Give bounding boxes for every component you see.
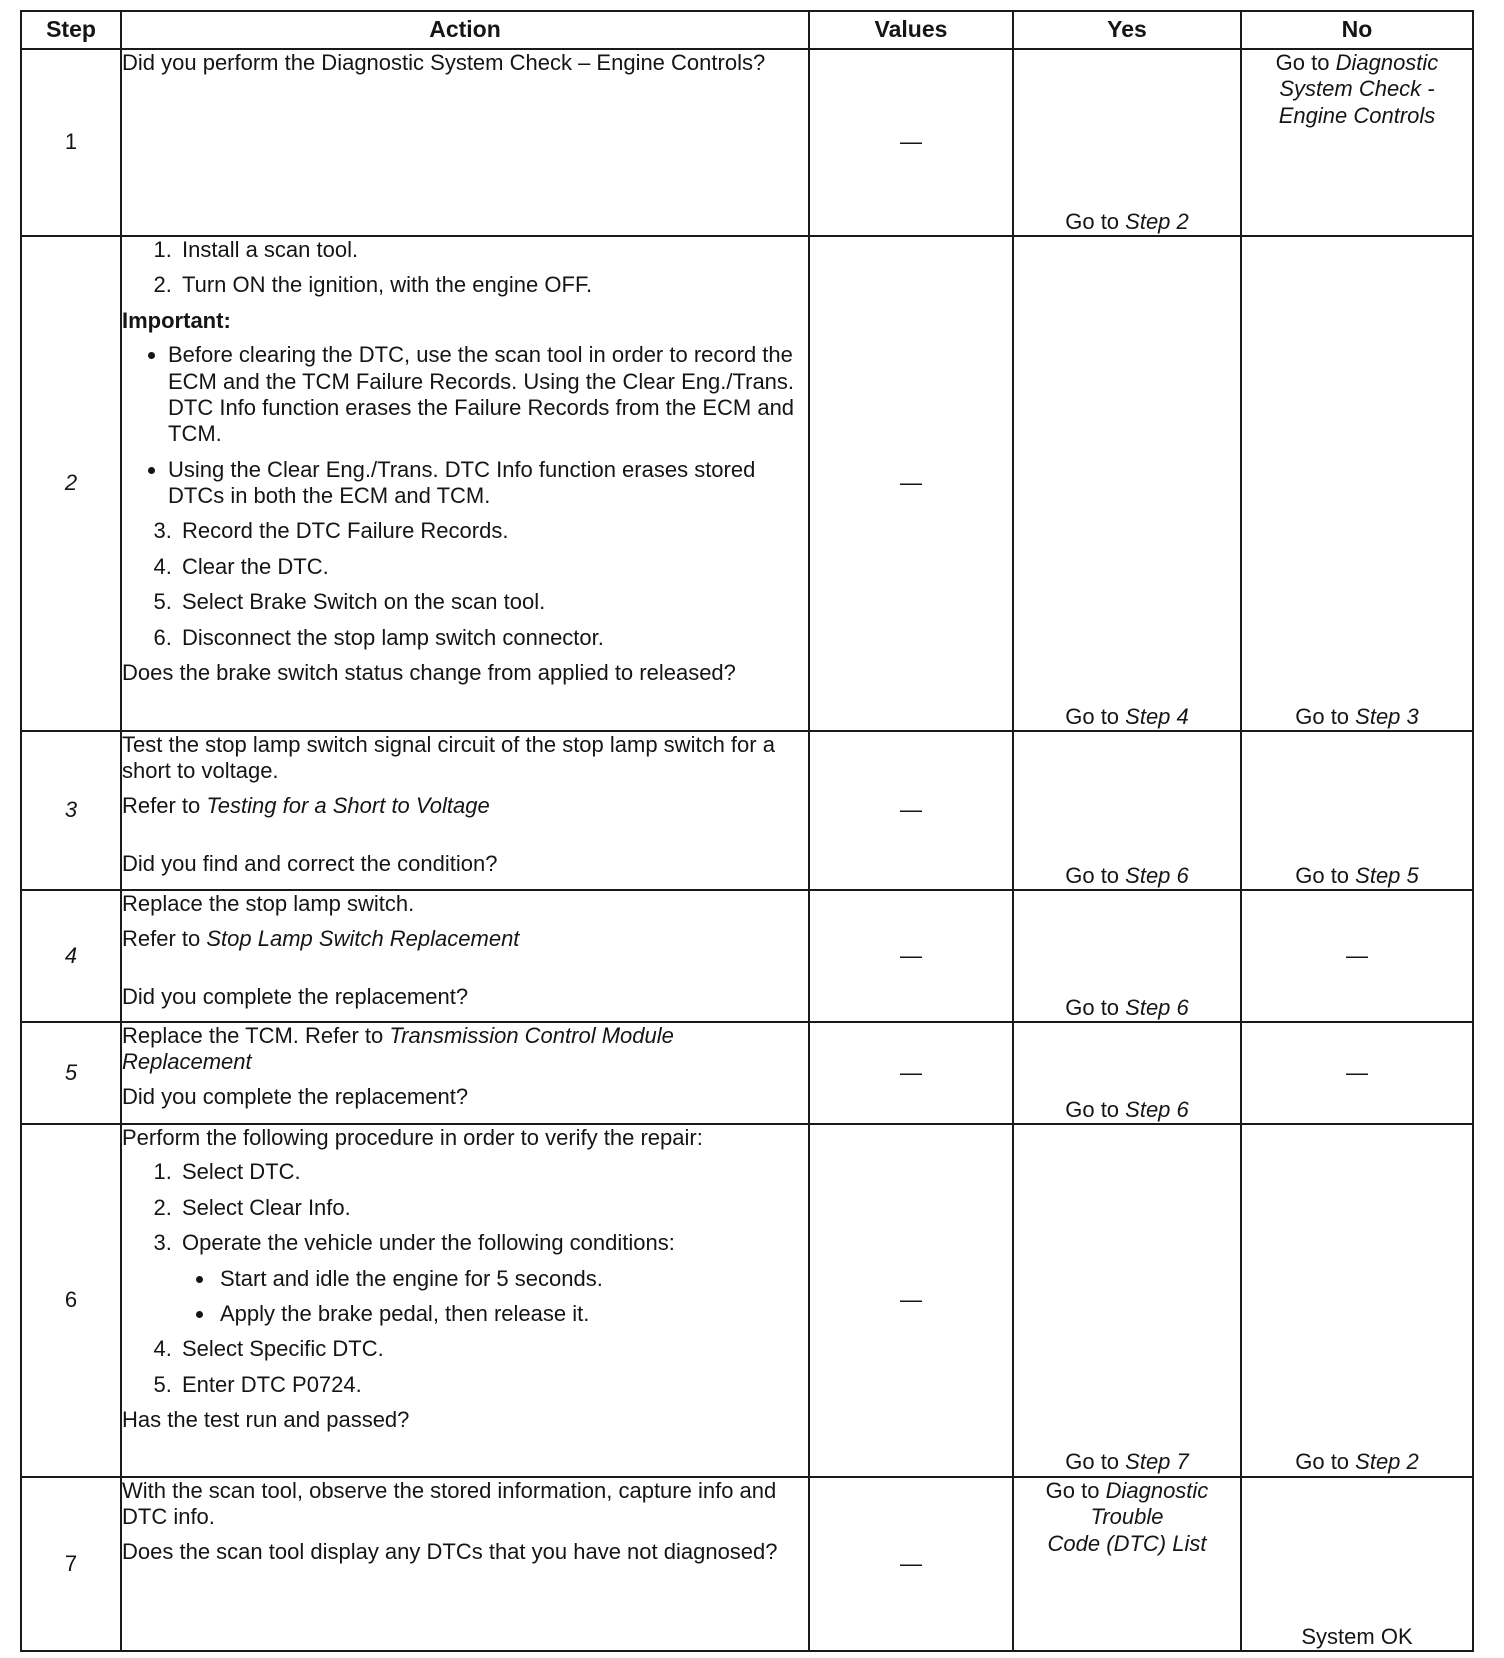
step-number: 7: [21, 1477, 121, 1651]
list-item-text: Operate the vehicle under the following conditions:: [182, 1230, 675, 1256]
table-row-step-7: [21, 1477, 1473, 1651]
list-item: 4. Select Specific DTC.: [178, 1336, 808, 1362]
values-cell: [809, 236, 1013, 731]
refer-prefix: Refer to: [122, 925, 207, 951]
no-dash: —: [1346, 1059, 1368, 1085]
numbered-list: [122, 237, 808, 299]
action-cell: [121, 1124, 809, 1477]
refer-link[interactable]: Stop Lamp Switch Replacement: [206, 925, 520, 951]
yes-prefix: Go to: [1065, 994, 1126, 1020]
list-item: • Start and idle the engine for 5 seconds.: [216, 1266, 808, 1292]
list-item: • Before clearing the DTC, use the scan tool in order to record the ECM and the TCM Failure Records. Using the Clear Eng./Trans. DTC Info function erases the Failure Records from the ECM and TCM.: [168, 342, 808, 448]
action-question: Does the scan tool display any DTCs that you have not diagnosed?: [122, 1538, 778, 1564]
yes-cell: [1013, 1022, 1241, 1124]
yes-prefix: Go to: [1065, 1096, 1126, 1122]
value-dash: —: [900, 1550, 922, 1576]
yes-cell: [1013, 1124, 1241, 1477]
value-dash: —: [900, 470, 922, 496]
action-cell: [121, 1022, 809, 1124]
list-item: 1. Select DTC.: [178, 1159, 808, 1185]
list-item: 6. Disconnect the stop lamp switch connector.: [178, 625, 808, 651]
yes-cell: [1013, 49, 1241, 236]
step-number: 5: [21, 1022, 121, 1124]
action-cell: [121, 731, 809, 890]
value-dash: —: [900, 797, 922, 823]
values-cell: [809, 1477, 1013, 1651]
action-question: Did you complete the replacement?: [122, 984, 469, 1010]
table-row-step-1: [21, 49, 1473, 236]
table-row-step-4: [21, 890, 1473, 1022]
yes-cell: [1013, 236, 1241, 731]
value-dash: —: [900, 1287, 922, 1313]
no-cell: [1241, 49, 1473, 236]
header-step: Step: [21, 11, 121, 49]
yes-link[interactable]: Step 4: [1125, 703, 1189, 729]
no-prefix: Go to: [1295, 1449, 1356, 1475]
list-item: • Apply the brake pedal, then release it.: [216, 1301, 808, 1327]
refer-prefix: Refer to: [122, 792, 207, 818]
no-link[interactable]: Diagnostic: [1335, 50, 1439, 75]
no-link[interactable]: Step 3: [1355, 703, 1419, 729]
yes-link[interactable]: Step 6: [1125, 1096, 1189, 1122]
action-question: Did you perform the Diagnostic System Check – Engine Controls?: [122, 50, 766, 75]
bullet-list: [122, 342, 808, 509]
step-number: 3: [21, 731, 121, 890]
list-item: 5. Enter DTC P0724.: [178, 1372, 808, 1398]
refer-link[interactable]: Testing for a Short to Voltage: [206, 792, 490, 818]
yes-prefix: Go to: [1065, 208, 1126, 234]
no-cell: [1241, 890, 1473, 1022]
values-cell: [809, 1124, 1013, 1477]
table-row-step-5: [21, 1022, 1473, 1124]
list-item: 2. Turn ON the ignition, with the engine OFF.: [178, 272, 808, 298]
yes-prefix: Go to: [1065, 862, 1126, 888]
no-link[interactable]: Step 5: [1355, 862, 1419, 888]
no-prefix: Go to: [1295, 862, 1356, 888]
table-row-step-6: [21, 1124, 1473, 1477]
no-link[interactable]: Step 2: [1355, 1449, 1419, 1475]
list-item: 5. Select Brake Switch on the scan tool.: [178, 589, 808, 615]
action-text: [122, 1023, 808, 1076]
table-row-step-2: [21, 236, 1473, 731]
list-item: 3. Record the DTC Failure Records.: [178, 518, 808, 544]
action-question: Did you complete the replacement?: [122, 1083, 469, 1109]
no-cell: [1241, 1022, 1473, 1124]
values-cell: [809, 1022, 1013, 1124]
yes-cell: [1013, 1477, 1241, 1651]
list-item: 1. Install a scan tool.: [178, 237, 808, 263]
no-cell: [1241, 236, 1473, 731]
action-cell: [121, 1477, 809, 1651]
refer-link[interactable]: Transmission Control Module Replacement: [122, 1023, 674, 1075]
action-question: Did you find and correct the condition?: [122, 851, 498, 877]
action-text: Test the stop lamp switch signal circuit of the stop lamp switch for a short to voltage.: [122, 732, 775, 784]
header-yes: Yes: [1013, 11, 1241, 49]
diagnostic-table: [20, 10, 1474, 1652]
yes-prefix: Go to: [1065, 1449, 1126, 1475]
no-dash: —: [1346, 943, 1368, 969]
action-text-prefix: Replace the TCM. Refer to: [122, 1023, 390, 1049]
no-link-line-2[interactable]: System Check -: [1279, 76, 1435, 102]
value-dash: —: [900, 1059, 922, 1085]
action-question: Has the test run and passed?: [122, 1407, 410, 1433]
yes-link-line-2[interactable]: Trouble: [1090, 1504, 1164, 1530]
yes-link-line-3[interactable]: Code (DTC) List: [1047, 1530, 1207, 1556]
header-values: Values: [809, 11, 1013, 49]
step-number: 1: [21, 49, 121, 236]
value-dash: —: [900, 943, 922, 969]
refer-line: [122, 793, 808, 819]
no-result: System OK: [1301, 1623, 1413, 1649]
no-prefix: Go to: [1275, 50, 1336, 75]
no-cell: [1241, 1124, 1473, 1477]
header-row: [21, 11, 1473, 49]
important-label: Important:: [122, 307, 231, 333]
no-prefix: Go to: [1295, 703, 1356, 729]
yes-link[interactable]: Diagnostic: [1105, 1477, 1209, 1503]
step-number: 4: [21, 890, 121, 1022]
values-cell: [809, 731, 1013, 890]
value-dash: —: [900, 129, 922, 155]
action-cell: [121, 49, 809, 236]
step-number: 6: [21, 1124, 121, 1477]
yes-link[interactable]: Step 2: [1125, 208, 1189, 234]
yes-prefix: Go to: [1045, 1477, 1106, 1503]
yes-cell: [1013, 890, 1241, 1022]
header-no: No: [1241, 11, 1473, 49]
action-intro: Perform the following procedure in order to verify the repair:: [122, 1125, 703, 1151]
no-cell: [1241, 731, 1473, 890]
action-question: Does the brake switch status change from applied to released?: [122, 660, 736, 686]
step-number: 2: [21, 236, 121, 731]
list-item: • Using the Clear Eng./Trans. DTC Info function erases stored DTCs in both the ECM and TCM.: [168, 457, 808, 510]
no-link-line-3[interactable]: Engine Controls: [1278, 102, 1436, 128]
numbered-list: [122, 518, 808, 651]
action-text: Replace the stop lamp switch.: [122, 891, 415, 917]
action-cell: [121, 890, 809, 1022]
yes-cell: [1013, 731, 1241, 890]
no-cell: [1241, 1477, 1473, 1651]
action-cell: [121, 236, 809, 731]
yes-link[interactable]: Step 6: [1125, 862, 1189, 888]
yes-link[interactable]: Step 7: [1125, 1449, 1189, 1475]
values-cell: [809, 890, 1013, 1022]
numbered-list: [122, 1336, 808, 1398]
table-row-step-3: [21, 731, 1473, 890]
numbered-list: [122, 1159, 808, 1327]
list-item: 2. Select Clear Info.: [178, 1195, 808, 1221]
header-action: Action: [121, 11, 809, 49]
values-cell: [809, 49, 1013, 236]
yes-prefix: Go to: [1065, 703, 1126, 729]
sub-bullet-list: [182, 1266, 808, 1328]
refer-line: [122, 926, 808, 952]
yes-link[interactable]: Step 6: [1125, 994, 1189, 1020]
list-item: 4. Clear the DTC.: [178, 554, 808, 580]
action-text: With the scan tool, observe the stored information, capture info and DTC info.: [122, 1477, 777, 1530]
list-item: [178, 1230, 808, 1327]
